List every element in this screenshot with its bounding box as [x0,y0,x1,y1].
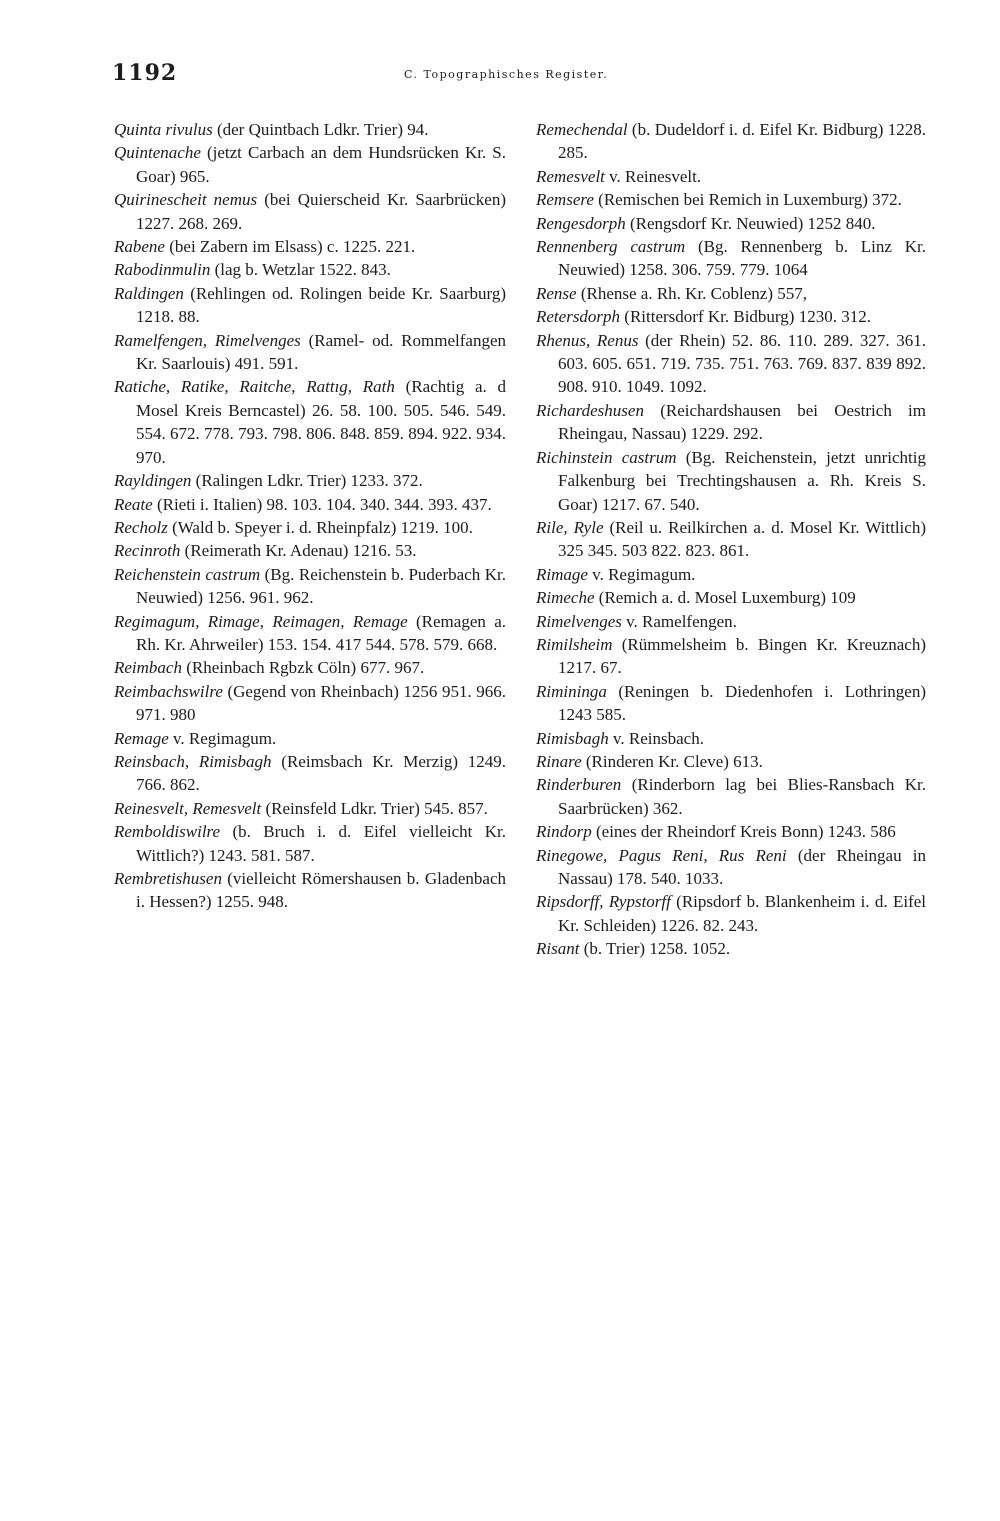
entry-text: (Remischen bei Remich in Luxemburg) 372. [593,190,902,210]
register-entry [536,516,926,563]
entry-text: (Reimerath Kr. Adenau) 1216. 53. [180,541,417,561]
entry-term: Rembretishusen [114,869,222,888]
entry-text: (Rinderborn lag bei Blies-Ransbach Kr. Saarbrücken) 362. [558,775,926,818]
entry-term: Quirinescheit nemus [114,190,258,210]
register-entry [114,375,506,469]
entry-text: (eines der Rheindorf Kreis Bonn) 1243. 586 [591,822,896,842]
entry-text: (Remich a. d. Mosel Luxemburg) 109 [594,588,856,608]
entry-text: (Reinsfeld Ldkr. Trier) 545. 857. [261,798,488,818]
entry-text: (b. Bruch i. d. Eifel vielleicht Kr. Wittlich?) 1243. 581. 587. [136,822,506,865]
entry-text: (Rhense a. Rh. Kr. Coblenz) 557, [576,283,807,303]
entry-term: Raldingen [114,283,184,303]
entry-term: Rindorp [536,822,592,842]
register-entry [114,141,506,188]
register-entry [114,610,506,657]
register-entry [536,282,926,305]
register-entry [536,118,926,165]
register-entry [114,258,506,281]
entry-text: (Reningen b. Diedenhofen i. Lothringen) 1243 585. [558,681,926,725]
register-entry [536,633,926,680]
entry-term: Rimage [536,564,588,584]
entry-text: v. Regimagum. [168,728,277,748]
entry-term: Regimagum, Rimage, Reimagen, Remage [114,611,408,631]
entry-text: (Rieti i. Italien) 98. 103. 104. 340. 344. 393. 437. [152,494,492,514]
entry-term: Reate [114,494,153,514]
register-entry [114,539,506,562]
register-entry [536,329,926,399]
register-entry [114,329,506,376]
register-entry [114,493,506,516]
register-entry [536,727,926,750]
register-entry [114,563,506,610]
entry-term: Reimbach [114,658,182,678]
entry-text: (Reimsbach Kr. Merzig) 1249. 766. 862. [136,751,506,795]
entry-term: Remsere [536,190,594,210]
entry-text: (Rinderen Kr. Cleve) 613. [581,751,763,771]
entry-text: (jetzt Carbach an dem Hundsrücken Kr. S. Goar) 965. [136,143,506,186]
entry-term: Rabodinmulin [114,260,211,280]
entry-text: (b. Dudeldorf i. d. Eifel Kr. Bidburg) 1228. 285. [558,120,926,163]
entry-text: (Reichardshausen bei Oestrich im Rheingau, Nassau) 1229. 292. [558,400,926,444]
entry-term: Ratiche, Ratike, Raitche, Rattıg, Rath [114,377,395,397]
entry-term: Rennenberg castrum [536,237,686,257]
register-entry [114,235,506,258]
register-entry [536,188,926,211]
entry-term: Ripsdorff, Rypstorff [536,892,671,912]
entry-text: (der Rhein) 52. 86. 110. 289. 327. 361. 603. 605. 651. 719. 735. 751. 763. 769. 837. 839 892. 908. 910. 1049. 1092. [558,330,926,397]
entry-term: Reichenstein castrum [114,564,261,584]
entry-term: Rhenus, Renus [536,330,639,350]
entry-text: (Ramel- od. Rommelfangen Kr. Saarlouis) 491. 591. [136,330,506,374]
entry-term: Remboldiswilre [114,822,221,842]
entry-term: Rabene [114,237,165,257]
register-entry [536,844,926,891]
entry-text: (Rehlingen od. Rolingen beide Kr. Saarburg) 1218. 88. [136,283,506,327]
entry-text: (Bg. Rennenberg b. Linz Kr. Neuwied) 1258. 306. 759. 779. 1064 [558,237,926,280]
entry-term: Rense [536,283,577,303]
entry-term: Quintenache [114,143,201,163]
register-entry [114,750,506,797]
entry-term: Rimeche [536,588,595,608]
entry-term: Richinstein castrum [536,447,677,467]
register-entry [114,118,506,141]
entry-term: Rengesdorph [536,213,626,233]
entry-text: (Ripsdorf b. Blankenheim i. d. Eifel Kr. Schleiden) 1226. 82. 243. [558,892,926,935]
register-entry [536,446,926,516]
entry-term: Reimbachswilre [114,681,223,701]
register-entry [536,165,926,188]
entry-term: Rimisbagh [536,728,609,748]
entry-term: Rayldingen [114,471,192,491]
register-entry [114,797,506,820]
register-entry [536,890,926,937]
register-entry [114,656,506,679]
entry-term: Rimininga [536,681,607,701]
entry-term: Risant [536,939,580,959]
register-entry [114,282,506,329]
entry-text: v. Reinsbach. [608,728,704,748]
entry-text: (Reil u. Reilkirchen a. d. Mosel Kr. Wittlich) 325 345. 503 822. 823. 861. [558,517,926,561]
entry-term: Rile, Ryle [536,517,604,537]
register-entry [536,399,926,446]
entry-text: (Rachtig a. d Mosel Kreis Berncastel) 26. 58. 100. 505. 546. 549. 554. 672. 778. 793. 798. 806. 848. 859. 894. 922. 934. 970. [136,377,506,467]
page-header [112,60,922,94]
entry-text: (Remagen a. Rh. Kr. Ahrweiler) 153. 154. 417 544. 578. 579. 668. [136,611,506,654]
register-entry [114,188,506,235]
entry-term: Rinderburen [536,775,622,795]
register-entry [536,212,926,235]
register-entry [114,516,506,539]
entry-term: Remechendal [536,120,628,139]
entry-text: v. Ramelfengen. [621,611,737,631]
entry-text: (der Quintbach Ldkr. Trier) 94. [212,120,429,139]
entry-text: (Ralingen Ldkr. Trier) 1233. 372. [191,471,423,491]
entry-text: (lag b. Wetzlar 1522. 843. [210,260,391,280]
entry-text: v. Regimagum. [587,564,696,584]
running-title: C. Topographisches Register. [404,68,609,81]
entry-text: (Bg. Reichenstein, jetzt unrichtig Falkenburg bei Trechtingshausen a. Rh. Kreis S. Goar) 1217. 67. 540. [558,447,926,514]
entry-term: Rimilsheim [536,634,613,654]
entry-text: (Rengsdorf Kr. Neuwied) 1252 840. [625,213,876,233]
entry-term: Rinegowe, Pagus Reni, Rus Reni [536,845,787,865]
entry-text: (der Rheingau in Nassau) 178. 540. 1033. [558,845,927,888]
register-entry [536,680,926,727]
left-column [114,118,506,914]
entry-term: Remage [114,728,169,748]
entry-text: v. Reinesvelt. [604,166,702,186]
register-entry [114,680,506,727]
entry-text: (vielleicht Römershausen b. Gladenbach i. Hessen?) 1255. 948. [136,869,506,912]
register-entry [114,727,506,750]
entry-text: (Rittersdorf Kr. Bidburg) 1230. 312. [620,307,871,327]
register-entry [536,235,926,282]
entry-text: (b. Trier) 1258. 1052. [579,939,731,959]
entry-term: Quinta rivulus [114,120,213,139]
entry-term: Reinsbach, Rimisbagh [114,751,272,771]
register-entry [536,773,926,820]
register-entry [536,563,926,586]
entry-term: Rimelvenges [536,611,622,631]
register-entry [536,610,926,633]
register-entry [114,867,506,914]
entry-text: (bei Quierscheid Kr. Saarbrücken) 1227. 268. 269. [136,190,506,233]
register-entry [114,469,506,492]
entry-term: Reinesvelt, Remesvelt [114,798,262,818]
entry-text: (Rümmelsheim b. Bingen Kr. Kreuznach) 1217. 67. [558,634,926,678]
entry-text: (Gegend von Rheinbach) 1256 951. 966. 971. 980 [136,681,506,725]
entry-term: Remesvelt [536,166,605,186]
entry-text: (Wald b. Speyer i. d. Rheinpfalz) 1219. 100. [167,517,473,537]
entry-term: Retersdorph [536,307,621,327]
register-entry [536,305,926,328]
right-column [536,118,926,961]
register-entry [536,750,926,773]
register-entry [536,820,926,843]
entry-text: (Bg. Reichenstein b. Puderbach Kr. Neuwied) 1256. 961. 962. [136,564,506,608]
page-number: 1192 [112,60,178,86]
entry-term: Richardeshusen [536,400,644,420]
register-entry [536,586,926,609]
entry-text: (bei Zabern im Elsass) c. 1225. 221. [164,237,416,257]
entry-term: Rinare [536,751,582,771]
entry-term: Ramelfengen, Rimelvenges [114,330,301,350]
entry-text: (Rheinbach Rgbzk Cöln) 677. 967. [181,658,425,678]
entry-term: Recholz [114,517,168,537]
register-entry [536,937,926,960]
register-entry [114,820,506,867]
entry-term: Recinroth [114,541,181,561]
